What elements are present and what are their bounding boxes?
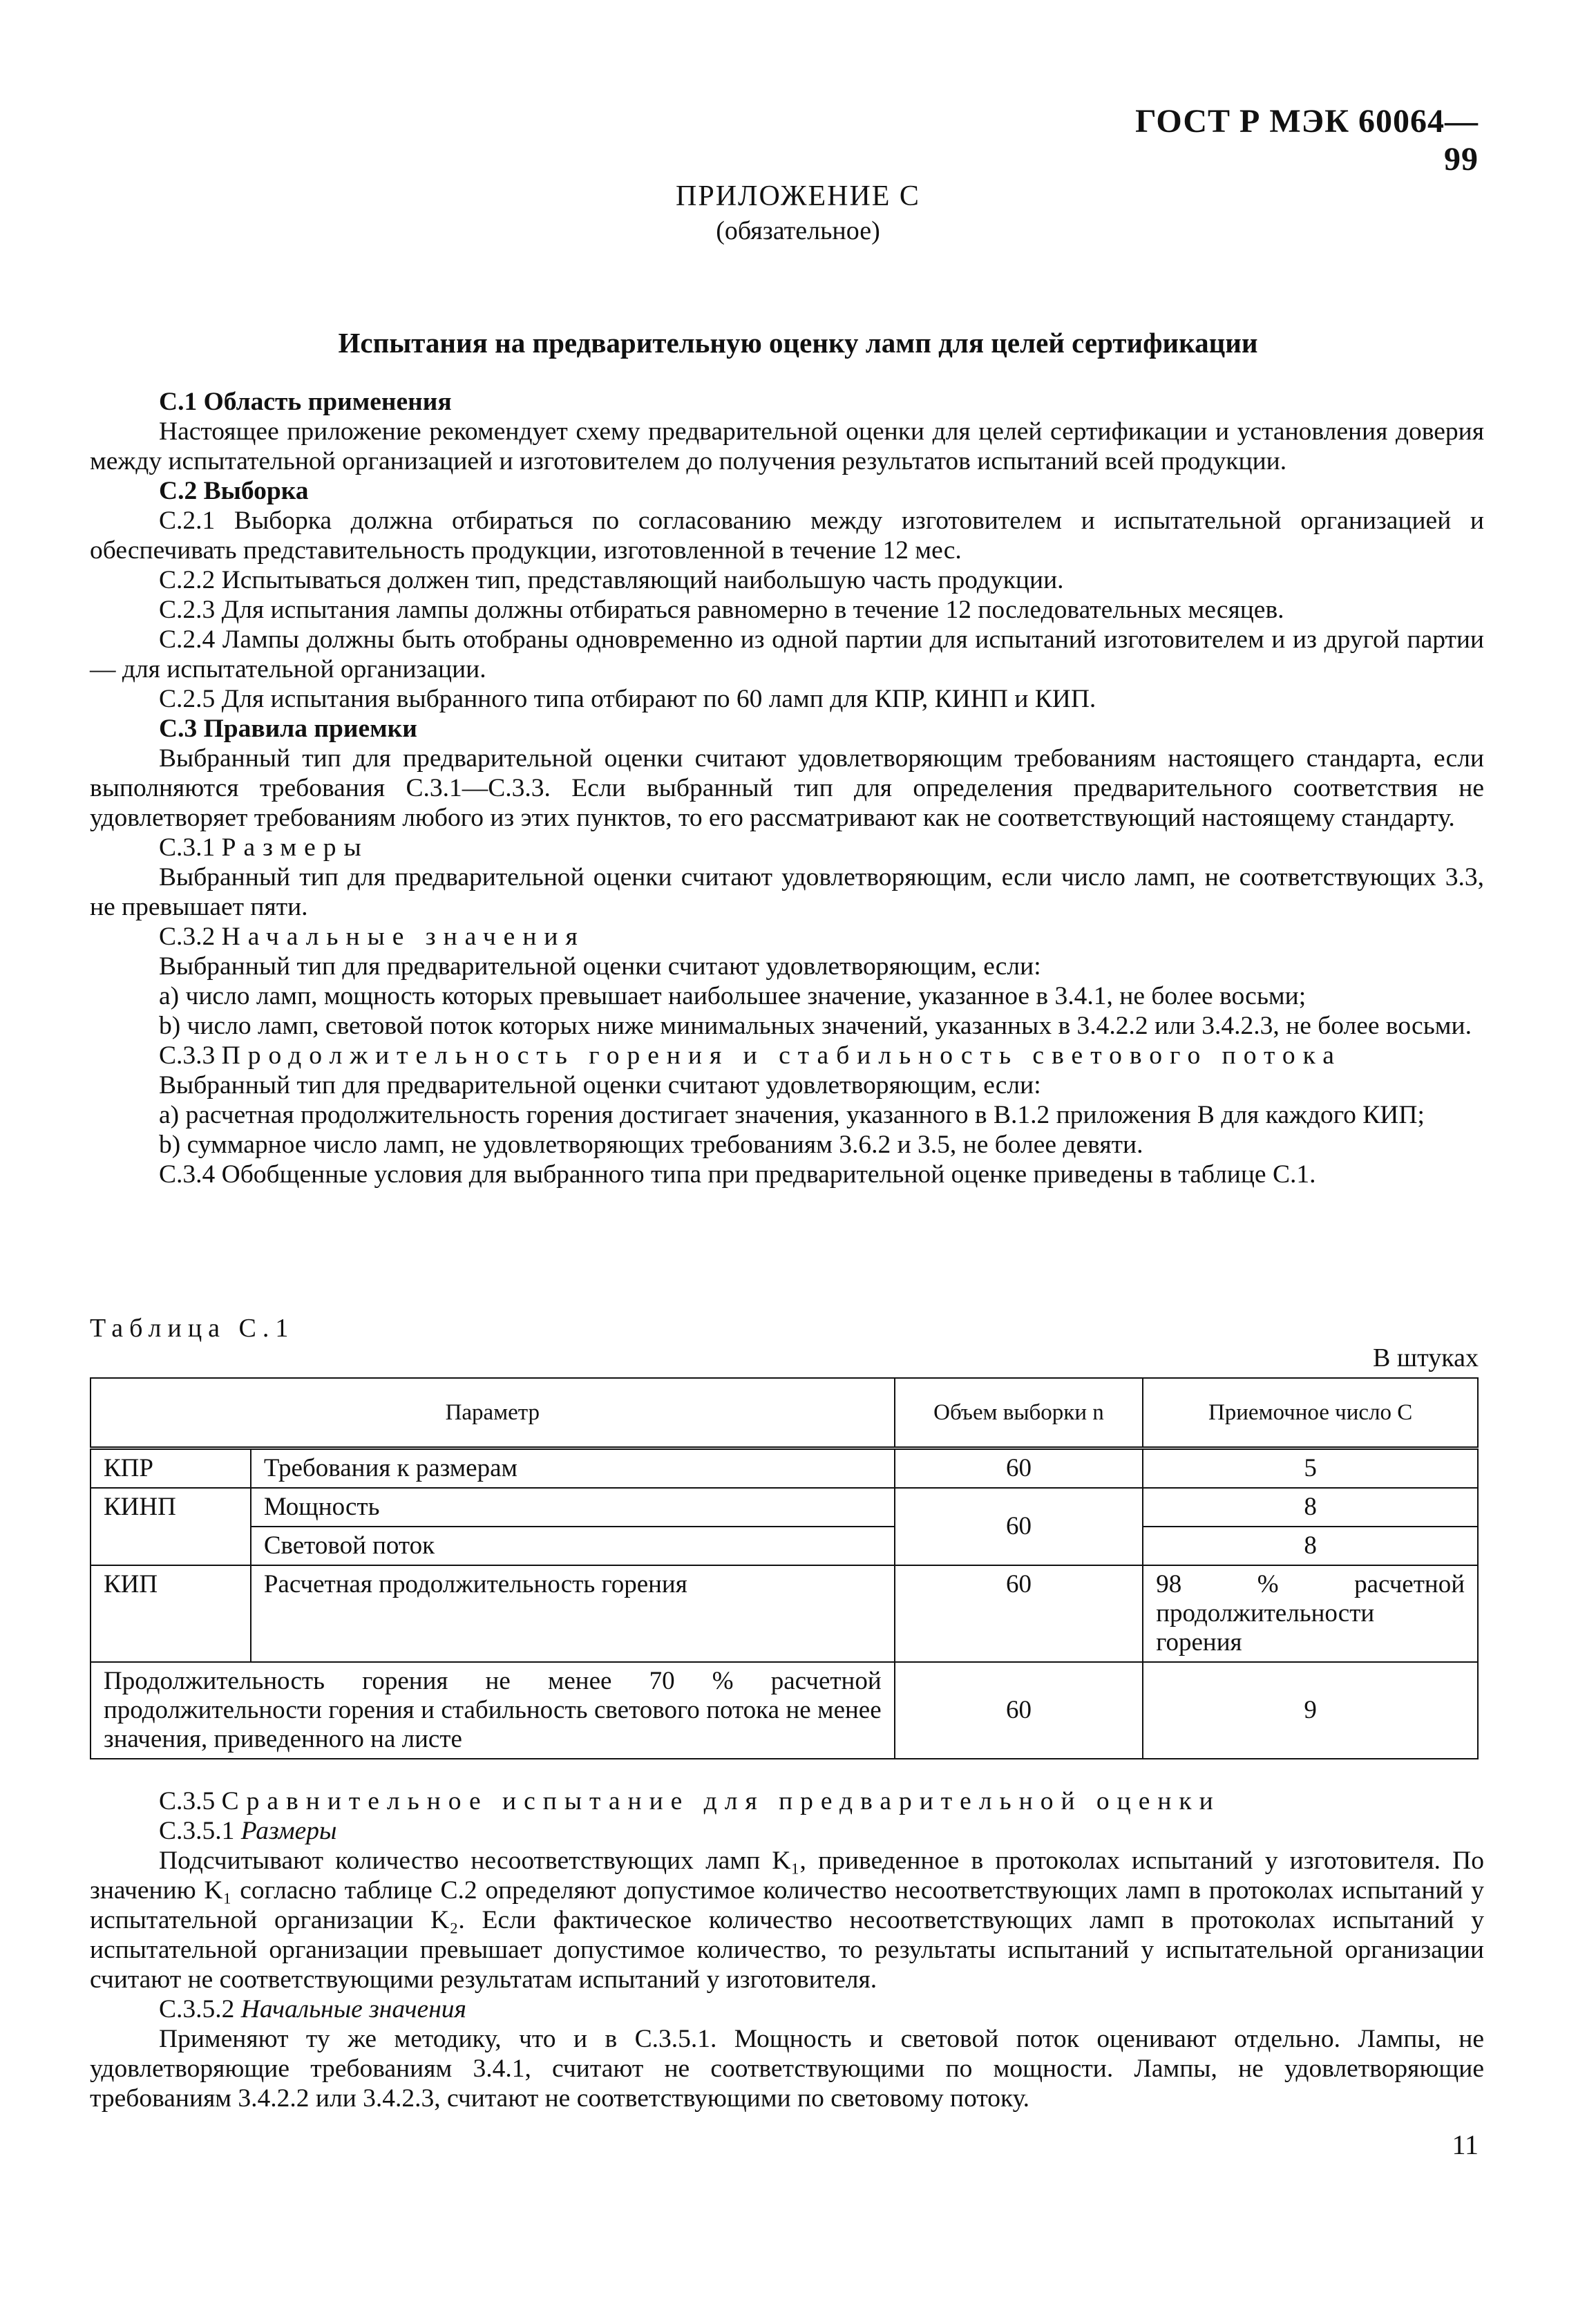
cell-c: 8 <box>1143 1488 1478 1527</box>
cell-param: Расчетная продолжительность горения <box>251 1565 895 1662</box>
list-item: b) суммарное число ламп, не удовлетворяющих требованиям 3.6.2 и 3.5, не более девяти. <box>159 1131 1143 1159</box>
clause-title: Продолжительность горения и стабильность светового потока <box>221 1041 1342 1070</box>
cell-c: 8 <box>1143 1527 1478 1565</box>
appendix-status: (обязательное) <box>716 216 880 245</box>
header-sample-size: Объем выборки n <box>895 1378 1143 1448</box>
clause-title: Размеры <box>221 833 369 862</box>
list-item: b) число ламп, световой поток которых ниже минимальных значений, указанных в 3.4.2.2 или 3.4.2.3, не более восьми. <box>159 1012 1472 1040</box>
cell-param: Световой поток <box>251 1527 895 1565</box>
appendix-title: ПРИЛОЖЕНИЕ С <box>676 180 920 212</box>
subclause-heading <box>90 922 1484 952</box>
paragraph: Применяют ту же методику, что и в С.3.5.1. Мощность и световой поток оценивают отдельно. Лампы, не удовлетворяющие требованиям 3.4.1, считают не соответствующими по мощности. Лампы, не удовлетворяющие требованиям 3.4.2.2 или 3.4.2.3, считают не соответствующими по световому потоку. <box>90 2025 1484 2113</box>
paragraph: С.2.2 Испытываться должен тип, представляющий наибольшую часть продукции. <box>159 566 1064 594</box>
clause-number: С.3.5.1 <box>159 1817 235 1845</box>
clause-title: Начальные значения <box>221 923 585 951</box>
cell-param: Требования к размерам <box>251 1448 895 1489</box>
cell-n: 60 <box>895 1662 1143 1759</box>
cell-param: Продолжительность горения не менее 70 % расчетной продолжительности горения и стабильность светового потока не менее значения, приведенного на листе <box>91 1662 895 1759</box>
cell-c: 5 <box>1143 1448 1478 1489</box>
table-row <box>91 1527 1478 1565</box>
paragraph: С.2.4 Лампы должны быть отобраны одновременно из одной партии для испытаний изготовителем и из другой партии — для испытательной организации. <box>90 625 1484 683</box>
paragraph: С.3.4 Обобщенные условия для выбранного типа при предварительной оценке приведены в таблице С.1. <box>159 1160 1316 1189</box>
body-text <box>90 387 1484 1189</box>
cell-n: 60 <box>895 1565 1143 1662</box>
paragraph: Выбранный тип для предварительной оценки считают удовлетворяющим, если: <box>159 1071 1041 1099</box>
paragraph: Подсчитывают количество несоответствующих ламп K₁, приведенное в протоколах испытаний у изготовителя. По значению K₁ согласно таблице С.2 определяют допустимое количество несоответствующих ламп в протоколах испытаний у испытательной организации K₂. Если фактическое количество несоответствующих ламп в протоколах испытаний у испытательной организации превышает допустимое количество, то результаты испытаний у испытательной организации считают не соответствующими результатам испытаний у изготовителя. <box>90 1847 1484 1994</box>
subclause-heading <box>90 1041 1484 1070</box>
table-row <box>91 1565 1478 1662</box>
clause-title: Начальные значения <box>240 1995 466 2023</box>
document-title: Испытания на предварительную оценку ламп для целей сертификации <box>338 327 1258 359</box>
cell-n: 60 <box>895 1488 1143 1565</box>
body-text-continued <box>90 1786 1484 2113</box>
section-heading: С.2 Выборка <box>159 477 309 505</box>
subclause-heading <box>90 833 1484 862</box>
clause-number: С.3.5 <box>159 1787 216 1815</box>
paragraph: Выбранный тип для предварительной оценки считают удовлетворяющим требованиям настоящего стандарта, если выполняются требования С.3.1—С.3.3. Если выбранный тип для определения предварительного соответствия не удовлетворяет требованиям любого из этих пунктов, то его рассматривают как не соответствующий настоящему стандарту. <box>90 744 1484 832</box>
table-row <box>91 1488 1478 1527</box>
table-row <box>91 1662 1478 1759</box>
section-heading: С.1 Область применения <box>159 388 452 416</box>
paragraph: С.2.3 Для испытания лампы должны отбираться равномерно в течение 12 последовательных месяцев. <box>159 596 1284 624</box>
table-unit: В штуках <box>1373 1343 1479 1372</box>
table-row <box>91 1448 1478 1489</box>
subclause-heading <box>90 1816 1484 1846</box>
table-header-row <box>91 1378 1478 1448</box>
clause-number: С.3.2 <box>159 923 216 951</box>
header-parameter: Параметр <box>91 1378 895 1448</box>
paragraph: Выбранный тип для предварительной оценки считают удовлетворяющим, если: <box>159 952 1041 981</box>
cell-c: 9 <box>1143 1662 1478 1759</box>
header-acceptance-number: Приемочное число С <box>1143 1378 1478 1448</box>
page-number: 11 <box>1452 2129 1479 2160</box>
subclause-heading <box>90 1994 1484 2024</box>
clause-title: Сравнительное испытание для предварительной оценки <box>221 1787 1221 1815</box>
paragraph: С.2.5 Для испытания выбранного типа отбирают по 60 ламп для КПР, КИНП и КИП. <box>159 685 1096 713</box>
subclause-heading <box>90 1786 1484 1816</box>
clause-title: Размеры <box>240 1817 337 1845</box>
clause-number: С.3.3 <box>159 1041 216 1070</box>
cell-code: КИП <box>91 1565 251 1662</box>
cell-code: КИНП <box>91 1488 251 1565</box>
table-caption: Таблица С.1 <box>90 1314 295 1343</box>
cell-n: 60 <box>895 1448 1143 1489</box>
cell-code: КПР <box>91 1448 251 1489</box>
list-item: a) расчетная продолжительность горения достигает значения, указанного в В.1.2 приложения В для каждого КИП; <box>159 1101 1425 1129</box>
paragraph: Выбранный тип для предварительной оценки считают удовлетворяющим, если число ламп, не соответствующих 3.3, не превышает пяти. <box>90 863 1484 921</box>
table-c1 <box>90 1377 1479 1759</box>
list-item: a) число ламп, мощность которых превышает наибольшее значение, указанное в 3.4.1, не более восьми; <box>159 982 1307 1010</box>
clause-number: С.3.1 <box>159 833 216 862</box>
paragraph: Настоящее приложение рекомендует схему предварительной оценки для целей сертификации и установления доверия между испытательной организацией и изготовителем до получения результатов испытаний всей продукции. <box>90 417 1484 475</box>
standard-code: ГОСТ Р МЭК 60064—99 <box>1135 103 1479 178</box>
clause-number: С.3.5.2 <box>159 1995 235 2023</box>
cell-param: Мощность <box>251 1488 895 1527</box>
cell-c: 98 % расчетной продолжительности горения <box>1143 1565 1478 1662</box>
paragraph: С.2.1 Выборка должна отбираться по согласованию между изготовителем и испытательной организацией и обеспечивать представительность продукции, изготовленной в течение 12 мес. <box>90 507 1484 565</box>
section-heading: С.3 Правила приемки <box>159 715 417 743</box>
